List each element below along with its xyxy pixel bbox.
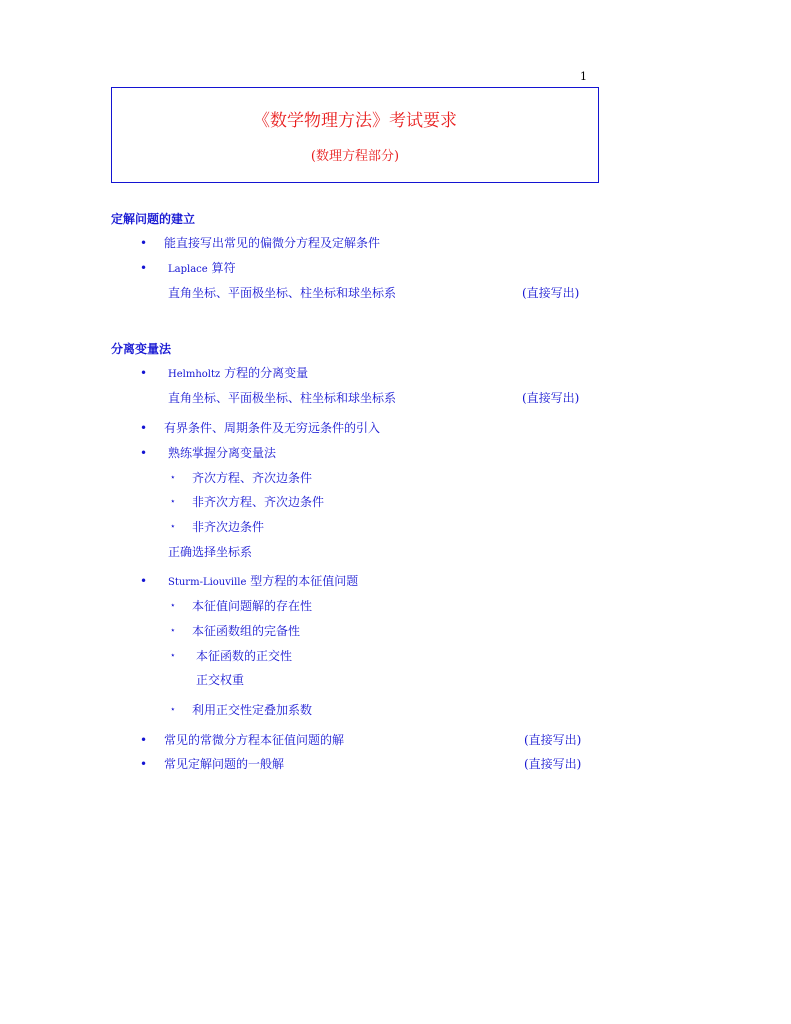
- list-item: 常见定解问题的一般解: [164, 757, 285, 771]
- list-item: 有界条件、周期条件及无穷远条件的引入: [164, 421, 381, 435]
- item-text: 算符: [207, 261, 236, 275]
- list-subitem: 利用正交性定叠加系数: [192, 703, 313, 717]
- document-title: 《数学物理方法》考试要求: [253, 111, 457, 131]
- bullet-icon: •: [140, 261, 148, 275]
- latin-term: Sturm-Liouville: [168, 577, 247, 588]
- star-icon: ⋆: [170, 473, 176, 483]
- list-subitem: 正交权重: [196, 673, 245, 687]
- latin-term: Helmholtz: [168, 369, 221, 380]
- list-item: 常见的常微分方程本征值问题的解: [164, 733, 345, 747]
- list-item: [168, 260, 236, 278]
- item-text: 方程的分离变量: [220, 366, 309, 380]
- note-direct: (直接写出): [524, 733, 582, 747]
- list-subitem: 本征函数的正交性: [196, 649, 293, 663]
- note-direct: (直接写出): [522, 391, 580, 405]
- list-subitem: 非齐次边条件: [192, 520, 265, 534]
- list-subitem: 非齐次方程、齐次边条件: [192, 495, 325, 509]
- title-box: [111, 87, 599, 183]
- star-icon: ⋆: [170, 497, 176, 507]
- bullet-icon: •: [140, 574, 148, 588]
- document-subtitle: (数理方程部分): [310, 149, 400, 164]
- star-icon: ⋆: [170, 522, 176, 532]
- bullet-icon: •: [140, 733, 148, 747]
- note-direct: (直接写出): [522, 286, 580, 300]
- section-heading-1: 定解问题的建立: [111, 212, 196, 226]
- item-text: 型方程的本征值问题: [246, 574, 359, 588]
- bullet-icon: •: [140, 421, 148, 435]
- star-icon: ⋆: [170, 705, 176, 715]
- note-direct: (直接写出): [524, 757, 582, 771]
- list-item: 能直接写出常见的偏微分方程及定解条件: [164, 236, 381, 250]
- bullet-icon: •: [140, 446, 148, 460]
- list-subitem: 本征函数组的完备性: [192, 624, 301, 638]
- star-icon: ⋆: [170, 601, 176, 611]
- latin-term: Laplace: [168, 264, 208, 275]
- section-heading-2: 分离变量法: [111, 342, 172, 356]
- list-subitem: 直角坐标、平面极坐标、柱坐标和球坐标系: [168, 286, 397, 300]
- bullet-icon: •: [140, 366, 148, 380]
- page-number: 1: [580, 70, 587, 83]
- bullet-icon: •: [140, 236, 148, 250]
- list-subitem: 正确选择坐标系: [168, 545, 253, 559]
- list-subitem: 直角坐标、平面极坐标、柱坐标和球坐标系: [168, 391, 397, 405]
- star-icon: ⋆: [170, 651, 176, 661]
- bullet-icon: •: [140, 757, 148, 771]
- star-icon: ⋆: [170, 626, 176, 636]
- list-item: [168, 573, 358, 591]
- list-subitem: 齐次方程、齐次边条件: [192, 471, 313, 485]
- list-item: 熟练掌握分离变量法: [168, 446, 277, 460]
- list-item: [168, 365, 308, 383]
- list-subitem: 本征值问题解的存在性: [192, 599, 313, 613]
